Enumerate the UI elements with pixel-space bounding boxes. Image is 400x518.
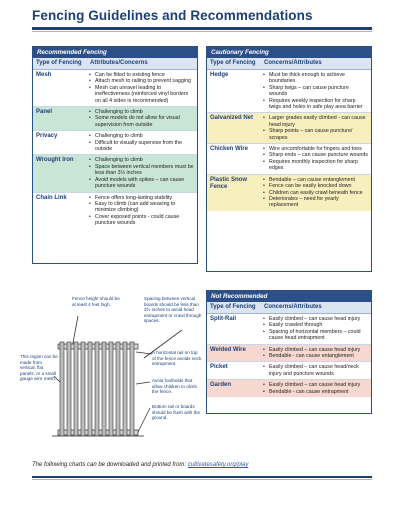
attribute-item: • Easily climbed – can cause head/neck injury and puncture wounds [263, 364, 368, 377]
attribute-item: • Can be fitted to existing fence [89, 72, 194, 78]
table-row [33, 107, 197, 131]
table-row [33, 193, 197, 229]
attribute-item: • Sharp points – can cause puncture/ scrapes [263, 128, 368, 141]
attributes-list [87, 131, 197, 154]
fence-picket [88, 342, 92, 436]
fence-picket [81, 342, 85, 436]
attribute-item: • Easily climbed – can cause head injury [263, 316, 368, 322]
fence-picket [116, 342, 120, 436]
attributes-list [87, 193, 197, 229]
fence-type-name: Split-Rail [210, 316, 237, 322]
cautionary-column-header [207, 58, 371, 70]
fence-type-name: Privacy [36, 133, 58, 140]
table-row [207, 70, 371, 113]
attribute-item: • Easily crawled through [263, 322, 368, 328]
fence-diagram [20, 296, 202, 464]
attributes-list [261, 175, 371, 211]
attributes-column-label: Attributes/Concerns [90, 60, 148, 66]
type-column-label: Type of Fencing [36, 60, 82, 66]
fence-type-name: Panel [36, 109, 53, 116]
attribute-item: • Spacing of horizontal members – could cause head entrapment [263, 329, 368, 342]
not-recommended-heading: Not Recommended [207, 291, 371, 302]
attribute-item: • Fence offers long-lasting stability [89, 195, 194, 201]
rail-note: A horizontal rail on top of the fence avoids neck entrapment. [152, 350, 202, 367]
attribute-item: • Some models do not allow for visual supervision from outside [89, 115, 194, 128]
attribute-item: • Bendable – can cause entanglement [263, 177, 368, 183]
attribute-item: • Sharp twigs – can cause puncture wounds [263, 85, 368, 98]
attribute-item: • Challenging to climb [89, 133, 194, 139]
fence-picket [60, 342, 64, 436]
attribute-item: • Requires weekly inspection for sharp twigs and holes in safe play area barrier [263, 98, 368, 111]
fence-picket [130, 342, 134, 436]
fence-picket [109, 342, 113, 436]
fence-picket [102, 342, 106, 436]
fence-type-name: Hedge [210, 72, 229, 78]
attribute-item: • Easy to climb (can add weaving to minimize climbing) [89, 201, 194, 214]
attributes-list [261, 144, 371, 174]
attribute-item: • Bendable - can cause entanglement [263, 353, 368, 359]
footer-accent-divider [32, 479, 372, 480]
attribute-item: • Mesh can unravel leading to ineffectiveness (reinforced vinyl borders on all 4 sides is recommended) [89, 85, 194, 104]
attribute-item: • Challenging to climb [89, 109, 194, 115]
download-link[interactable]: cultivatesafety.org/play [187, 462, 249, 468]
attributes-list [87, 70, 197, 106]
footer-divider [32, 476, 372, 478]
type-column-label: Type of Fencing [210, 60, 256, 66]
table-row [33, 155, 197, 192]
concerns-column-label: Concerns/Attributes [264, 60, 322, 66]
recommended-heading: Recommended Fencing [33, 47, 197, 58]
attribute-item: • Avoid models with spikes – can cause puncture wounds [89, 177, 194, 190]
attributes-list [261, 380, 371, 397]
fence-picket [123, 342, 127, 436]
fence-type-name: Chicken Wire [210, 146, 248, 153]
table-row [33, 70, 197, 107]
footer-text [32, 462, 248, 468]
concerns-column-label: Concerns/Attributes [264, 304, 322, 310]
fence-picket [67, 342, 71, 436]
height-note: Fence height should be at least 4 feet high. [72, 296, 120, 307]
attribute-item: • Bendable - can cause entrapment [263, 389, 368, 395]
attribute-item: • Difficult to visually supervise from the outside [89, 140, 194, 153]
attribute-item: • Must be thick enough to achieve boundaries [263, 72, 368, 85]
recommended-fencing-table [32, 46, 198, 264]
attribute-item: • Larger grades easily climbed - can cause head injury [263, 115, 368, 128]
attribute-item: • Sharp ends – can cause puncture wounds [263, 152, 368, 158]
recommended-column-header [33, 58, 197, 70]
title-divider [32, 27, 372, 30]
footer-label: The following charts can be downloaded and printed from: [32, 462, 187, 468]
fence-type-name: Picket [210, 364, 228, 371]
attribute-item: • Easily climbed – can cause head injury [263, 347, 368, 353]
attributes-list [261, 314, 371, 344]
not-recommended-column-header [207, 302, 371, 314]
cautionary-fencing-table [206, 46, 372, 272]
not-recommended-rows [207, 314, 371, 397]
bottom-note: Bottom rail or boards should be flush with the ground. [152, 404, 201, 421]
attributes-list [261, 70, 371, 112]
table-row [207, 144, 371, 175]
region-note: This region can be made from vertical, flat panels, or a small gauge wire mesh. [20, 354, 58, 382]
fence-type-name: Chain Link [36, 194, 67, 201]
fence-picket [95, 342, 99, 436]
attribute-item: • Space between vertical members must be less than 3½ inches [89, 164, 194, 177]
not-recommended-fencing-table [206, 290, 372, 414]
table-row [207, 345, 371, 363]
fence-type-name: Plastic Snow Fence [210, 176, 248, 190]
table-row [207, 362, 371, 380]
attribute-item: • Attach mesh to railing to prevent sagging [89, 78, 194, 84]
table-row [207, 113, 371, 144]
recommended-rows [33, 70, 197, 229]
title-accent-divider [32, 31, 372, 32]
attributes-list [87, 107, 197, 130]
fence-type-name: Wrought Iron [36, 157, 74, 164]
attributes-list [87, 155, 197, 191]
spacing-note: Spacing between vertical boards should be less than 3½ inches to avoid head entrapment or crawl through spaces. [144, 296, 202, 324]
cautionary-rows [207, 70, 371, 211]
attributes-list [261, 345, 371, 362]
attribute-item: • Children can easily crawl beneath fence [263, 190, 368, 196]
attribute-item: • Cover exposed points - could cause puncture wounds [89, 214, 194, 227]
table-row [207, 175, 371, 211]
attribute-item: • Challenging to climb [89, 157, 194, 163]
cautionary-heading: Cautionary Fencing [207, 47, 371, 58]
table-row [33, 131, 197, 155]
fence-type-name: Garden [210, 382, 232, 389]
fence-picket [74, 342, 78, 436]
table-row [207, 314, 371, 345]
attribute-item: • Fence can be easily knocked down [263, 183, 368, 189]
attribute-item: • Deteriorates – need for yearly replacement [263, 196, 368, 209]
type-column-label: Type of Fencing [210, 304, 256, 310]
fence-type-name: Mesh [36, 72, 52, 78]
page-title: Fencing Guidelines and Recommendations [32, 8, 313, 23]
fence-type-name: Welded Wire [210, 346, 246, 353]
attributes-list [261, 113, 371, 143]
attribute-item: • Wire uncomfortable for fingers and toes [263, 146, 368, 152]
attribute-item: • Requires monthly inspection for sharp edges [263, 159, 368, 172]
footholds-note: Avoid footholds that allow children to climb the fence. [152, 378, 197, 395]
attributes-list [261, 362, 371, 379]
fence-type-name: Galvanized Net [210, 115, 254, 122]
table-row [207, 380, 371, 397]
fence-pickets [60, 342, 134, 436]
attribute-item: • Easily climbed – can cause head injury [263, 382, 368, 388]
